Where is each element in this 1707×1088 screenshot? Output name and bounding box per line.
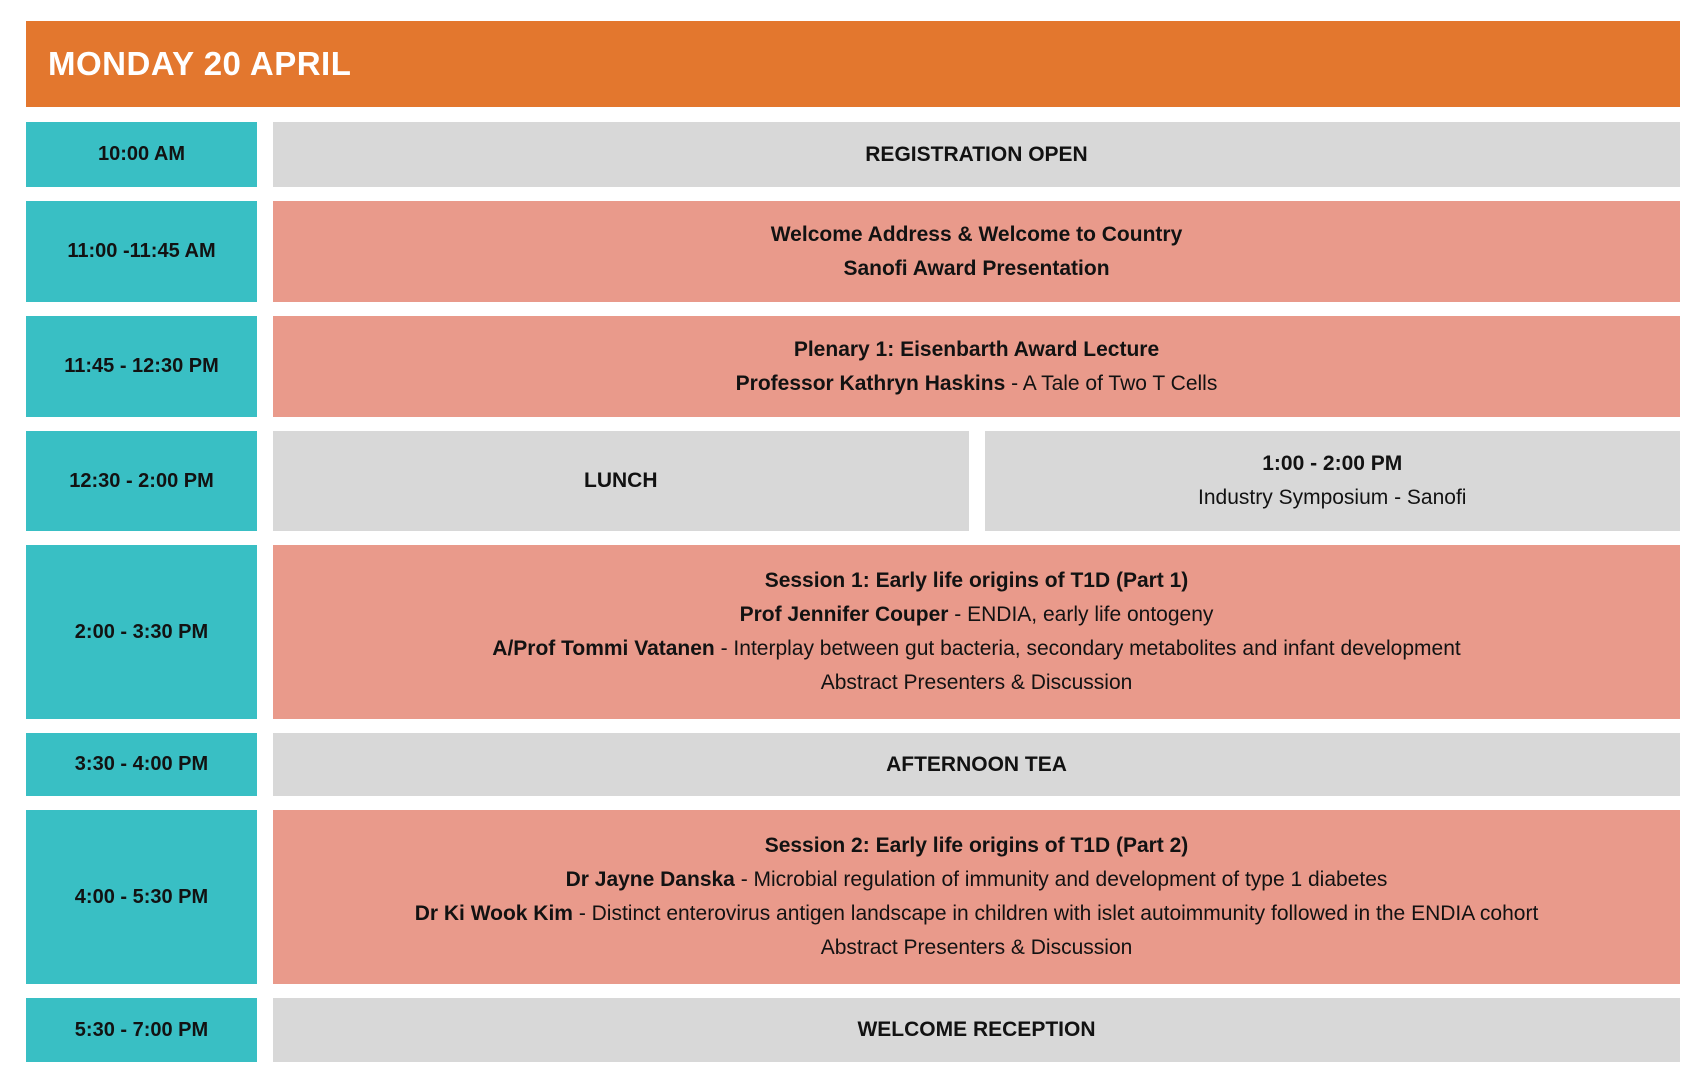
schedule-row — [26, 545, 1680, 719]
schedule-grid — [26, 122, 1680, 1062]
break-cell — [985, 431, 1681, 531]
time-cell: 12:30 - 2:00 PM — [26, 431, 257, 531]
session-line-bold-text: Plenary 1: Eisenbarth Award Lecture — [793, 337, 1160, 361]
schedule-row — [26, 998, 1680, 1062]
schedule-row — [26, 431, 1680, 531]
session-line-bold-text: Dr Jayne Danska — [565, 868, 735, 891]
session-line-bold-text: AFTERNOON TEA — [886, 752, 1067, 776]
session-line — [297, 598, 1656, 632]
session-line — [297, 464, 945, 498]
session-line-bold-text: LUNCH — [584, 469, 658, 492]
session-line — [297, 218, 1656, 252]
break-cell — [273, 122, 1680, 187]
session-line-text: - Microbial regulation of immunity and development of type 1 diabetes — [734, 868, 1388, 891]
session-line — [297, 863, 1656, 897]
time-cell: 4:00 - 5:30 PM — [26, 810, 257, 984]
session-line — [297, 632, 1656, 666]
session-line-text: - A Tale of Two T Cells — [1005, 371, 1218, 395]
session-line — [297, 252, 1656, 286]
day-title: MONDAY 20 APRIL — [48, 45, 352, 82]
session-line-bold-text: Prof Jennifer Couper — [739, 603, 949, 626]
session-line — [297, 829, 1656, 863]
break-cell — [273, 733, 1680, 796]
session-line — [297, 367, 1656, 401]
schedule-row — [26, 316, 1680, 417]
session-line-text: - Interplay between gut bacteria, secondary metabolites and infant development — [714, 637, 1461, 660]
break-cell — [273, 998, 1680, 1062]
session-line-bold-text: A/Prof Tommi Vatanen — [492, 637, 715, 660]
time-cell: 2:00 - 3:30 PM — [26, 545, 257, 719]
session-line — [1009, 481, 1657, 515]
time-cell: 11:45 - 12:30 PM — [26, 316, 257, 417]
session-line-bold-text: WELCOME RECEPTION — [857, 1018, 1096, 1041]
session-line-bold-text: Session 1: Early life origins of T1D (Part 1) — [764, 569, 1189, 592]
session-line — [297, 666, 1656, 700]
break-cell — [273, 431, 969, 531]
session-cell — [273, 810, 1680, 984]
session-line-bold-text: Sanofi Award Presentation — [843, 256, 1110, 280]
session-cell — [273, 316, 1680, 417]
session-line-bold-text: REGISTRATION OPEN — [865, 142, 1088, 166]
session-line — [297, 333, 1656, 367]
session-line — [297, 564, 1656, 598]
session-line-text: Industry Symposium - Sanofi — [1198, 486, 1467, 509]
time-cell: 11:00 -11:45 AM — [26, 201, 257, 302]
session-line — [297, 931, 1656, 965]
session-line — [1009, 447, 1657, 481]
session-line-bold-text: Professor Kathryn Haskins — [735, 371, 1006, 395]
schedule-row — [26, 201, 1680, 302]
time-cell: 10:00 AM — [26, 122, 257, 187]
session-line — [297, 1013, 1656, 1047]
schedule-row — [26, 122, 1680, 187]
schedule-row — [26, 810, 1680, 984]
session-cell — [273, 201, 1680, 302]
day-header — [26, 21, 1680, 107]
session-line-bold-text: 1:00 - 2:00 PM — [1262, 452, 1403, 475]
time-cell: 5:30 - 7:00 PM — [26, 998, 257, 1062]
schedule-row — [26, 733, 1680, 796]
session-line — [297, 138, 1656, 172]
session-line-text: - Distinct enterovirus antigen landscape in children with islet autoimmunity followed in the ENDIA cohort — [572, 902, 1539, 925]
session-cell — [273, 545, 1680, 719]
session-line — [297, 748, 1656, 782]
session-line-text: - ENDIA, early life ontogeny — [948, 603, 1214, 626]
session-line-bold-text: Session 2: Early life origins of T1D (Part 2) — [764, 834, 1189, 857]
session-line-bold-text: Welcome Address & Welcome to Country — [770, 222, 1183, 246]
session-line-text: Abstract Presenters & Discussion — [820, 671, 1133, 694]
time-cell: 3:30 - 4:00 PM — [26, 733, 257, 796]
session-line — [297, 897, 1656, 931]
session-line-text: Abstract Presenters & Discussion — [820, 936, 1133, 959]
session-line-bold-text: Dr Ki Wook Kim — [414, 902, 573, 925]
